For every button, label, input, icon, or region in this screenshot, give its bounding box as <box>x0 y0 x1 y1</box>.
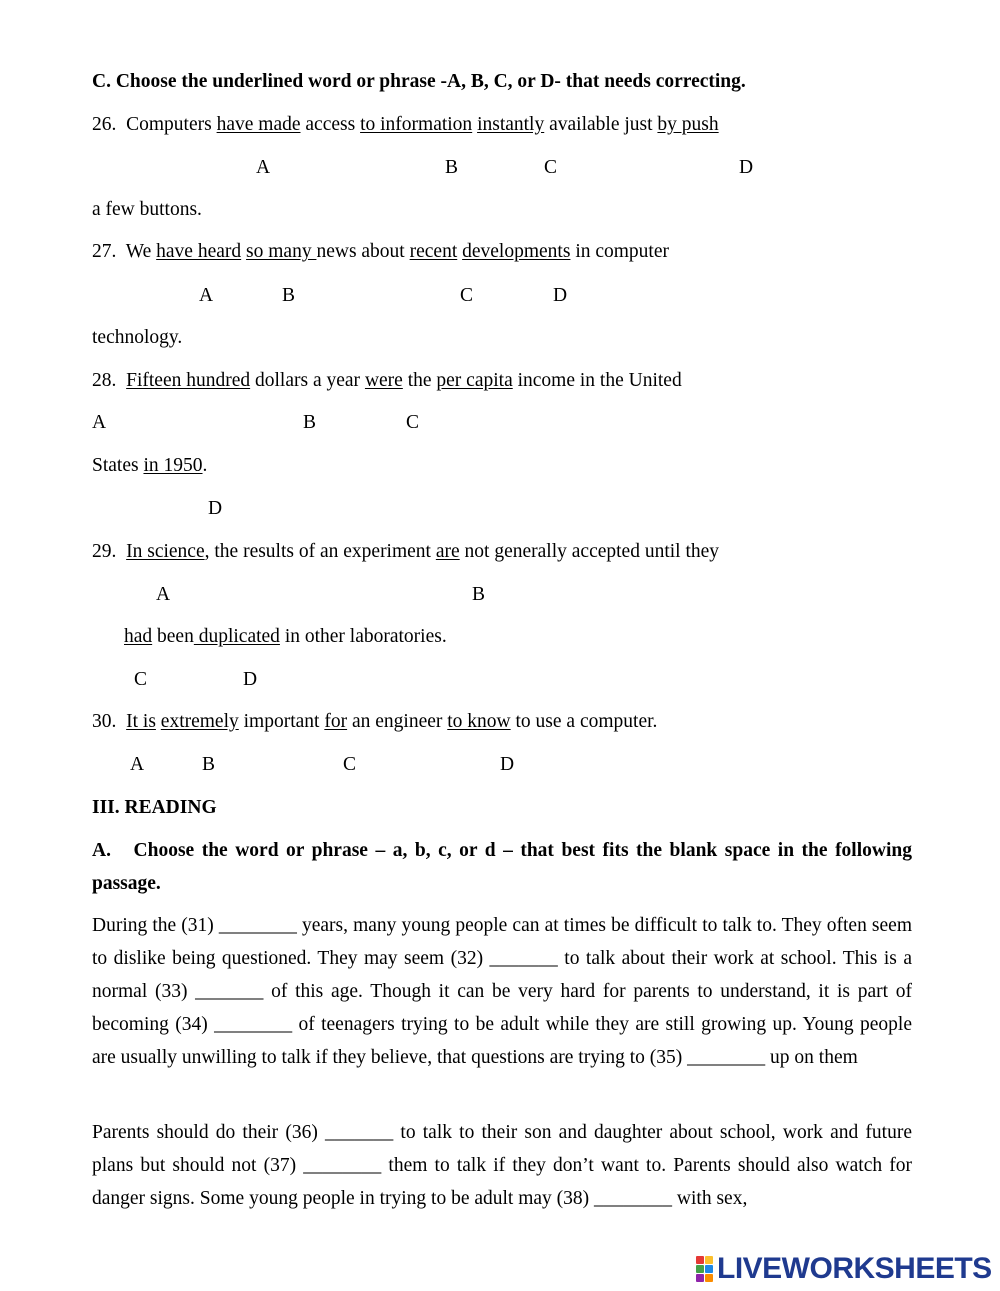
question-continuation: had been duplicated in other laboratories. <box>124 626 447 647</box>
option-c: recent <box>409 241 458 262</box>
question-continuation: States in 1950. <box>92 455 208 476</box>
section-c-heading: C. Choose the underlined word or phrase -A, B, C, or D- that needs correcting. <box>92 71 746 92</box>
option-d: developments <box>462 241 571 262</box>
option-d: duplicated <box>193 626 280 647</box>
option-a: have heard <box>156 241 242 262</box>
question-26: 26. Computers have made access to information instantly available just by push <box>92 114 719 135</box>
option-d: to know <box>447 711 511 732</box>
question-27: 27. We have heard so many news about recent developments in computer <box>92 241 669 262</box>
logo-cell <box>696 1265 704 1273</box>
logo-cell <box>696 1274 704 1282</box>
reading-instruction: A. Choose the word or phrase – a, b, c, or d – that best fits the blank space in the following passage. <box>92 840 912 894</box>
option-c: per capita <box>436 370 513 391</box>
option-a: It is <box>126 711 156 732</box>
option-c: had <box>124 626 153 647</box>
option-b: are <box>435 541 460 562</box>
option-b: were <box>364 370 403 391</box>
option-c: instantly <box>477 114 545 135</box>
reading-paragraph-1: During the (31) ________ years, many young people can at times be difficult to talk to. They often seem to dislike being questioned. They may seem (32) _______ to talk about their work at school. This is a normal (33) _______ of this age. Though it can be very hard for parents to understand, it is part of becoming (34) ________ of teenagers trying to be adult while they are still growing up. Young people are usually unwilling to talk if they believe, that questions are trying to (35) ________ up on them <box>92 915 912 1068</box>
question-28: 28. Fifteen hundred dollars a year were the per capita income in the United <box>92 370 682 391</box>
option-d: by push <box>657 114 719 135</box>
question-number: 30. <box>92 711 117 732</box>
option-b: to information <box>360 114 473 135</box>
option-a: In science <box>126 541 205 562</box>
liveworksheets-logo <box>696 1254 992 1284</box>
option-a: Fifteen hundred <box>126 370 251 391</box>
logo-cell <box>705 1274 713 1282</box>
reading-heading: III. READING <box>92 797 217 818</box>
logo-grid-icon <box>696 1256 713 1282</box>
question-30: 30. It is extremely important for an engineer to know to use a computer. <box>92 711 658 732</box>
logo-cell <box>696 1256 704 1264</box>
logo-cell <box>705 1256 713 1264</box>
reading-paragraph-2: Parents should do their (36) _______ to talk to their son and daughter about school, work and future plans but should not (37) ________ them to talk if they don’t want to. Parents should also watch for danger signs. Some young people in trying to be adult may (38) ________ with sex, <box>92 1122 912 1209</box>
option-b: extremely <box>160 711 239 732</box>
question-29: 29. In science, the results of an experiment are not generally accepted until they <box>92 541 720 562</box>
question-continuation: a few buttons. <box>92 199 202 220</box>
question-continuation: technology. <box>92 327 183 348</box>
logo-text: LIVEWORKSHEETS <box>717 1252 992 1285</box>
option-c: for <box>324 711 348 732</box>
question-number: 27. <box>92 241 117 262</box>
logo-cell <box>705 1265 713 1273</box>
option-b: so many <box>246 241 317 262</box>
option-a: have made <box>216 114 301 135</box>
option-d: in 1950 <box>143 455 203 476</box>
question-number: 28. <box>92 370 117 391</box>
question-number: 29. <box>92 541 117 562</box>
question-number: 26. <box>92 114 117 135</box>
